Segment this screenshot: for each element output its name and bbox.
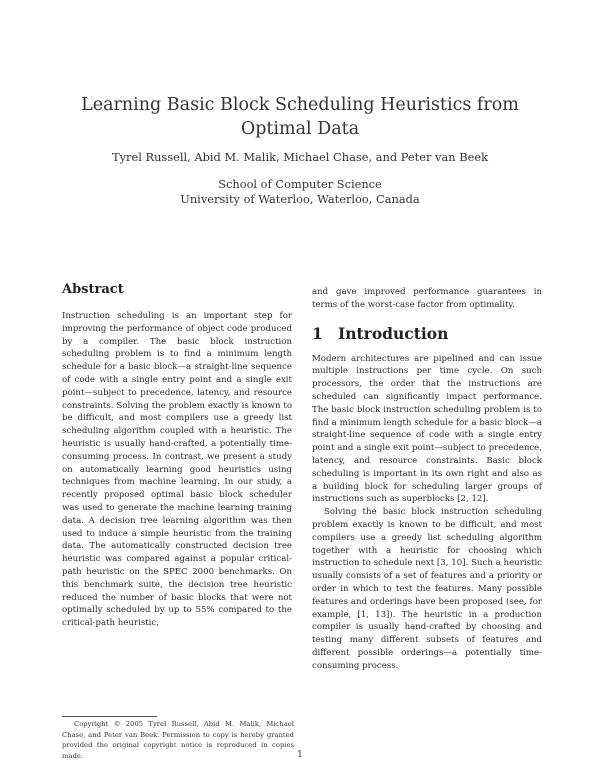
affiliation-line-1: School of Computer Science <box>218 177 382 191</box>
abstract-heading: Abstract <box>62 282 124 297</box>
affiliation <box>40 177 560 207</box>
right-column <box>312 286 542 673</box>
abstract-continuation: and gave improved performance guarantees in terms of the worst-case factor from optimality. <box>312 287 542 310</box>
author-list: Tyrel Russell, Abid M. Malik, Michael Chase, and Peter van Beek <box>112 150 488 164</box>
intro-paragraph-1: Modern architectures are pipelined and can issue multiple instructions per time cycle. On such processors, the order that the instructions are scheduled can significantly impact performance. The basic block instruction scheduling problem is to find a minimum length schedule for a basic block—a straight-line sequence of code with a single entry point and a single exit point—subject to precedence, latency, and resource constraints. Basic block scheduling is important in its own right and also as a building block for scheduling larger groups of instructions such as superblocks [2, 12]. <box>312 353 542 505</box>
abstract-text: Instruction scheduling is an important step for improving the performance of object code produced by a compiler. The basic block instruction scheduling problem is to find a minimum length schedule for a basic block—a straight-line sequence of code with a single entry point and a single exit point—subject to precedence, latency, and resource constraints. Solving the problem exactly is known to be difficult, and most compilers use a greedy list scheduling algorithm coupled with a heuristic. The heuristic is usually hand-crafted, a potentially time-consuming process. In contrast, we present a study on automatically learning good heuristics using techniques from machine learning. In our study, a recently proposed optimal basic block scheduler was used to generate the machine learning training data. A decision tree learning algorithm was then used to induce a simple heuristic from the training data. The automatically constructed decision tree heuristic was compared against a popular critical-path heuristic on the SPEC 2000 benchmarks. On this benchmark suite, the decision tree heuristic reduced the number of basic blocks that were not optimally scheduled by up to 55% compared to the critical-path heuristic, <box>62 311 292 629</box>
page-number: 1 <box>297 750 303 760</box>
footnote-text: Copyright © 2005 Tyrel Russell, Abid M. Malik, Michael Chase, and Peter van Beek. Permission to copy is hereby granted provided the original copyright notice is reproduced in copies made. <box>62 720 294 760</box>
title-line-1: Learning Basic Block Scheduling Heuristics from <box>81 95 519 115</box>
section-number: 1 <box>312 323 323 343</box>
intro-paragraph-2: Solving the basic block instruction scheduling problem exactly is known to be difficult, and most compilers use a greedy list scheduling algorithm together with a heuristic for choosing which instruction to schedule next [3, 10]. Such a heuristic usually consists of a set of features and a priority or order in which to test the features. Many possible features and orderings have been proposed (see, for example, [1, 13]). The heuristic in a production compiler is usually hand-crafted by choosing and testing many different subsets of features and different possible orderings—a potentially time-consuming process. <box>312 507 542 671</box>
paper-title <box>60 93 540 141</box>
introduction-heading <box>312 325 542 343</box>
affiliation-line-2: University of Waterloo, Waterloo, Canada <box>180 192 420 206</box>
section-title: Introduction <box>338 323 449 343</box>
footnote-divider <box>62 716 157 717</box>
title-line-2: Optimal Data <box>240 119 360 139</box>
left-column <box>62 282 292 630</box>
